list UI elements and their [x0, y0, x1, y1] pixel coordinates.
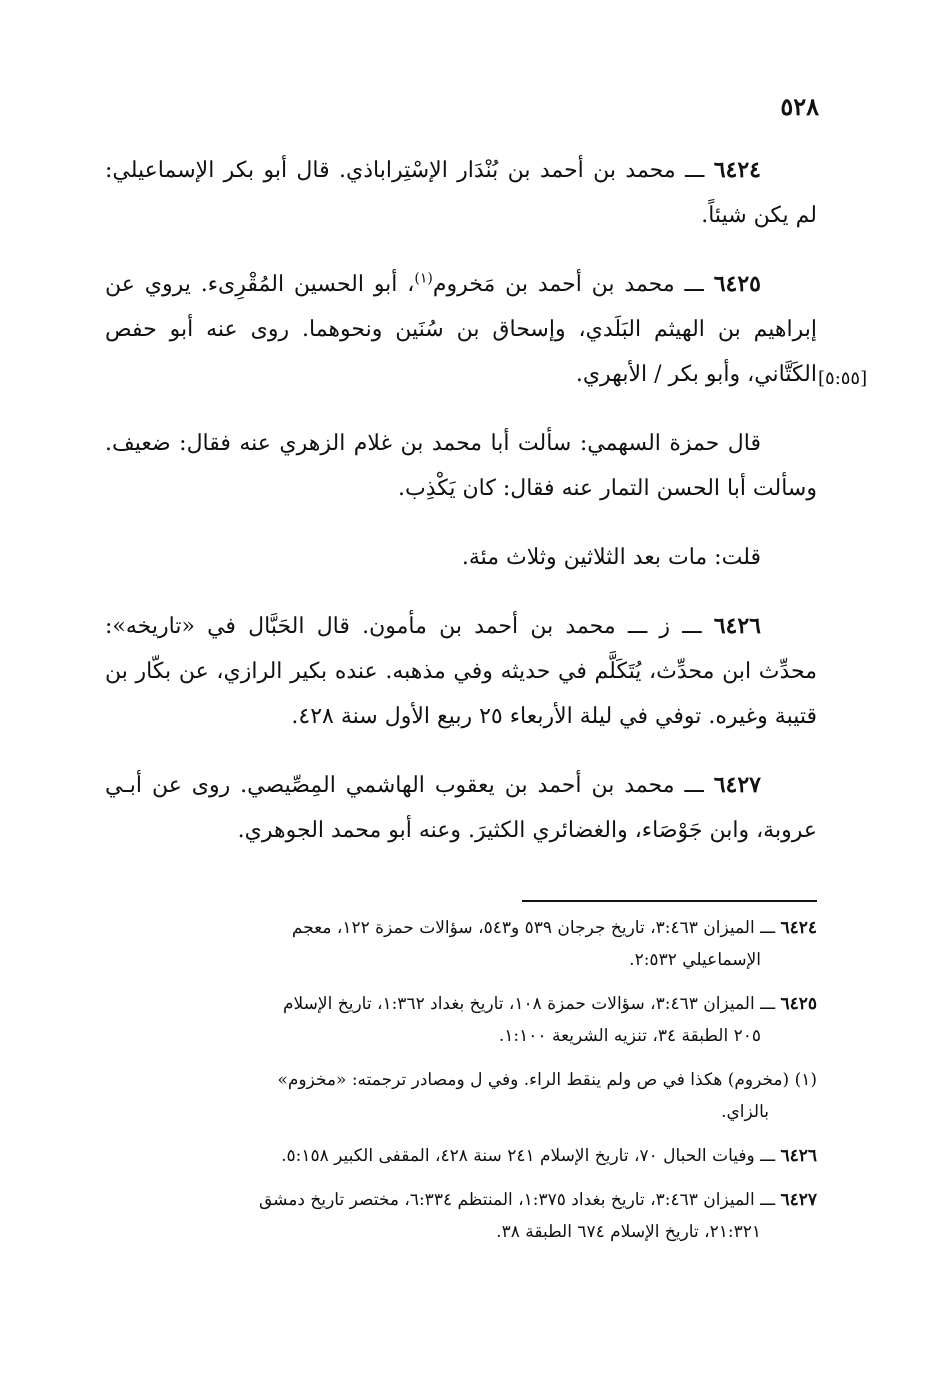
entry-text: ـــ ز ـــ محمد بن أحمد بن مأمون. قال الحَبَّال في «تاريخه»: محدِّث ابن محدِّث، يُتَكَلَّم في حديثه وفي مذهبه. عنده بكير الرازي، عن بكّار بن قتيبة وغيره. توفي في ليلة الأربعاء ٢٥ ربيع الأول سنة ٤٢٨. [105, 614, 817, 729]
footnote-text: الإسماعيلي ٢:٥٣٢. [629, 950, 761, 970]
paragraph-sahmi: قال حمزة السهمي: سألت أبا محمد بن غلام الزهري عنه فقال: ضعيف. وسألت أبا الحسن التمار عنه فقال: كان يَكْذِب. [105, 431, 817, 501]
entry-number: ٦٤٢٧ [713, 772, 761, 798]
footnote-marker: (١) [414, 270, 433, 287]
entry-text: ـــ محمد بن أحمد بن يعقوب الهاشمي المِصِّيصي. روى عن أبـي عروبة، وابن جَوْصَاء، والغضائري الكثيرَ. وعنه أبو محمد الجوهري. [105, 773, 817, 843]
footnote-6426 [105, 1140, 817, 1172]
entry-text: ـــ محمد بن أحمد بن بُنْدَار الإسْتِراباذي. قال أبو بكر الإسماعيلي: لم يكن شيئاً. [105, 158, 817, 228]
entry-text: ـــ محمد بن أحمد بن مَخروم [432, 272, 704, 297]
footnote-text: ٢٠٥ الطبقة ٣٤، تنزيه الشريعة ١:١٠٠. [498, 1026, 761, 1046]
footnote-text: ـــ الميزان ٣:٤٦٣، تاريخ بغداد ١:٣٧٥، المنتظم ٦:٣٣٤، مختصر تاريخ دمشق [258, 1190, 776, 1210]
footnote-label: ٦٤٢٦ [780, 1146, 817, 1166]
entry-text: ، أبو الحسين المُقْرِىء. يروي عن إبراهيم بن الهيثم البَلَدي، وإسحاق بن سُنَين ونحوهما. روى عنه أبو حفص الكَتَّاني، وأبو بكر / الأبهري. [105, 272, 817, 387]
footnote-6424 [105, 912, 817, 976]
footnote-text: ـــ الميزان ٣:٤٦٣، سؤالات حمزة ١٠٨، تاريخ بغداد ١:٣٦٢، تاريخ الإسلام [283, 994, 776, 1014]
footnote-label: ٦٤٢٥ [780, 994, 817, 1014]
footnote-separator [522, 900, 817, 902]
footnote-label: ٦٤٢٤ [780, 918, 817, 938]
footnote-text: بالزاي. [721, 1102, 769, 1122]
entry-6424 [105, 148, 817, 238]
entry-6426 [105, 604, 817, 739]
paragraph-qultu: قلت: مات بعد الثلاثين وثلاث مئة. [461, 545, 761, 570]
footnote-text: ٢١:٣٢١، تاريخ الإسلام ٦٧٤ الطبقة ٣٨. [496, 1222, 761, 1242]
footnote-6425 [105, 988, 817, 1052]
entry-6425 [105, 262, 817, 397]
main-text [105, 148, 817, 877]
footnote-label: ٦٤٢٧ [780, 1190, 817, 1210]
footnotes [105, 912, 817, 1260]
margin-reference: [٥:٥٥] [818, 368, 868, 389]
entry-number: ٦٤٢٥ [713, 271, 761, 297]
footnote-text: ـــ وفيات الحبال ٧٠، تاريخ الإسلام ٢٤١ سنة ٤٢٨، المقفى الكبير ٥:١٥٨. [281, 1146, 776, 1166]
entry-number: ٦٤٢٤ [713, 157, 761, 183]
footnote-text: ـــ الميزان ٣:٤٦٣، تاريخ جرجان ٥٣٩ و٥٤٣، سؤالات حمزة ١٢٢، معجم [291, 918, 776, 938]
page-number: ٥٢٨ [780, 92, 819, 121]
entry-number: ٦٤٢٦ [713, 613, 761, 639]
footnote-label: (١) [794, 1070, 817, 1090]
footnote-text: (مخروم) هكذا في ص ولم ينقط الراء. وفي ل ومصادر ترجمته: «مخزوم» [277, 1070, 790, 1090]
footnote-6427 [105, 1184, 817, 1248]
entry-6427 [105, 763, 817, 853]
footnote-1 [105, 1064, 817, 1128]
